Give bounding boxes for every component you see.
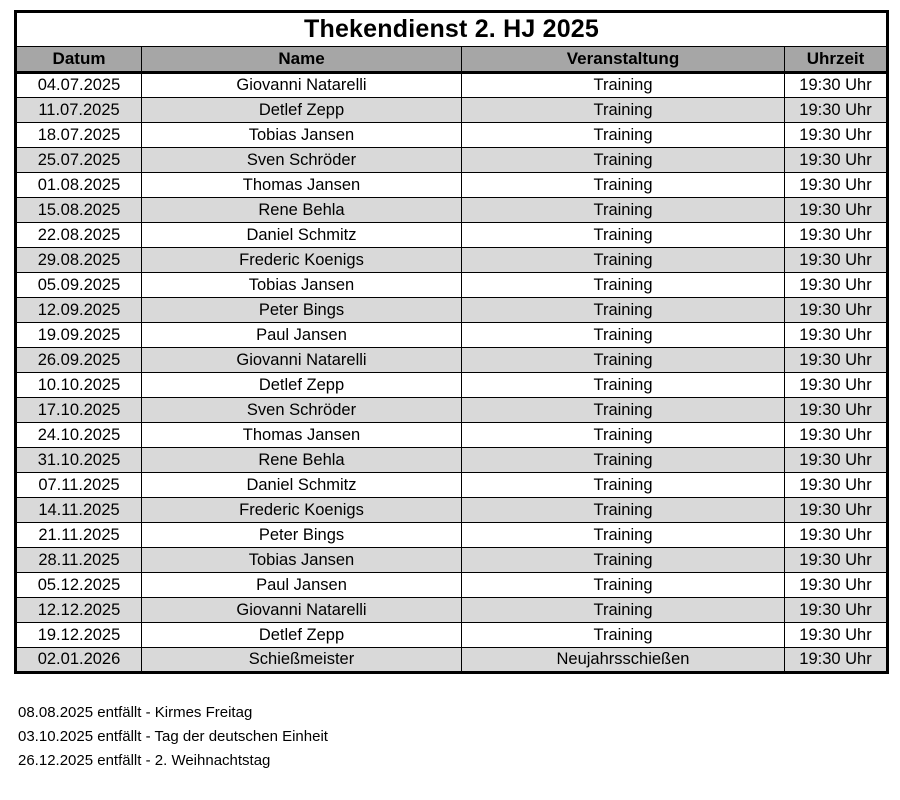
table-row	[16, 398, 888, 423]
cell-veranstaltung: Training	[462, 198, 785, 223]
cell-datum: 19.09.2025	[16, 323, 142, 348]
table-row	[16, 648, 888, 673]
cell-uhrzeit: 19:30 Uhr	[785, 173, 888, 198]
cell-uhrzeit: 19:30 Uhr	[785, 273, 888, 298]
cell-datum: 15.08.2025	[16, 198, 142, 223]
cell-veranstaltung: Training	[462, 548, 785, 573]
cell-uhrzeit: 19:30 Uhr	[785, 548, 888, 573]
cell-uhrzeit: 19:30 Uhr	[785, 348, 888, 373]
cell-name: Tobias Jansen	[142, 548, 462, 573]
table-row	[16, 423, 888, 448]
table-row	[16, 298, 888, 323]
cell-datum: 05.09.2025	[16, 273, 142, 298]
cell-veranstaltung: Training	[462, 573, 785, 598]
cell-veranstaltung: Training	[462, 398, 785, 423]
column-header-uhrzeit: Uhrzeit	[785, 47, 888, 73]
cell-name: Giovanni Natarelli	[142, 598, 462, 623]
notes-section	[18, 701, 900, 773]
cell-uhrzeit: 19:30 Uhr	[785, 648, 888, 673]
cell-name: Tobias Jansen	[142, 123, 462, 148]
cell-veranstaltung: Training	[462, 123, 785, 148]
cell-veranstaltung: Training	[462, 523, 785, 548]
cell-datum: 22.08.2025	[16, 223, 142, 248]
cell-uhrzeit: 19:30 Uhr	[785, 248, 888, 273]
cell-name: Tobias Jansen	[142, 273, 462, 298]
cell-uhrzeit: 19:30 Uhr	[785, 98, 888, 123]
cell-uhrzeit: 19:30 Uhr	[785, 623, 888, 648]
cell-veranstaltung: Training	[462, 98, 785, 123]
cell-name: Sven Schröder	[142, 398, 462, 423]
cell-uhrzeit: 19:30 Uhr	[785, 423, 888, 448]
cell-datum: 12.12.2025	[16, 598, 142, 623]
cell-veranstaltung: Training	[462, 423, 785, 448]
cell-name: Sven Schröder	[142, 148, 462, 173]
cell-veranstaltung: Training	[462, 248, 785, 273]
table-row	[16, 498, 888, 523]
cell-name: Peter Bings	[142, 298, 462, 323]
table-row	[16, 598, 888, 623]
note-line: 08.08.2025 entfällt - Kirmes Freitag	[18, 704, 253, 721]
cell-name: Daniel Schmitz	[142, 223, 462, 248]
cell-uhrzeit: 19:30 Uhr	[785, 73, 888, 98]
cell-veranstaltung: Training	[462, 173, 785, 198]
page	[0, 10, 900, 800]
cell-veranstaltung: Training	[462, 148, 785, 173]
table-row	[16, 448, 888, 473]
cell-uhrzeit: 19:30 Uhr	[785, 223, 888, 248]
table-body	[16, 73, 888, 673]
cell-datum: 31.10.2025	[16, 448, 142, 473]
cell-datum: 14.11.2025	[16, 498, 142, 523]
column-header-name: Name	[142, 47, 462, 73]
table-title: Thekendienst 2. HJ 2025	[16, 12, 888, 47]
cell-datum: 28.11.2025	[16, 548, 142, 573]
cell-veranstaltung: Training	[462, 323, 785, 348]
cell-datum: 02.01.2026	[16, 648, 142, 673]
cell-uhrzeit: 19:30 Uhr	[785, 298, 888, 323]
cell-uhrzeit: 19:30 Uhr	[785, 448, 888, 473]
table-row	[16, 573, 888, 598]
schedule-table	[14, 10, 889, 674]
cell-uhrzeit: 19:30 Uhr	[785, 323, 888, 348]
cell-uhrzeit: 19:30 Uhr	[785, 573, 888, 598]
title-row	[16, 12, 888, 47]
cell-veranstaltung: Training	[462, 623, 785, 648]
table-row	[16, 123, 888, 148]
cell-datum: 18.07.2025	[16, 123, 142, 148]
table-row	[16, 623, 888, 648]
table-row	[16, 373, 888, 398]
cell-name: Frederic Koenigs	[142, 248, 462, 273]
cell-name: Rene Behla	[142, 448, 462, 473]
cell-datum: 12.09.2025	[16, 298, 142, 323]
cell-datum: 07.11.2025	[16, 473, 142, 498]
cell-datum: 21.11.2025	[16, 523, 142, 548]
column-header-veranstaltung: Veranstaltung	[462, 47, 785, 73]
cell-uhrzeit: 19:30 Uhr	[785, 373, 888, 398]
cell-datum: 29.08.2025	[16, 248, 142, 273]
table-row	[16, 148, 888, 173]
cell-uhrzeit: 19:30 Uhr	[785, 598, 888, 623]
cell-datum: 17.10.2025	[16, 398, 142, 423]
table-row	[16, 223, 888, 248]
cell-uhrzeit: 19:30 Uhr	[785, 523, 888, 548]
table-row	[16, 173, 888, 198]
cell-uhrzeit: 19:30 Uhr	[785, 148, 888, 173]
cell-name: Paul Jansen	[142, 323, 462, 348]
table-row	[16, 73, 888, 98]
cell-veranstaltung: Training	[462, 223, 785, 248]
table-row	[16, 198, 888, 223]
cell-veranstaltung: Neujahrsschießen	[462, 648, 785, 673]
cell-name: Thomas Jansen	[142, 423, 462, 448]
cell-uhrzeit: 19:30 Uhr	[785, 123, 888, 148]
cell-name: Detlef Zepp	[142, 373, 462, 398]
cell-datum: 05.12.2025	[16, 573, 142, 598]
cell-name: Schießmeister	[142, 648, 462, 673]
table-row	[16, 323, 888, 348]
cell-uhrzeit: 19:30 Uhr	[785, 398, 888, 423]
note-line: 26.12.2025 entfällt - 2. Weihnachtstag	[18, 752, 271, 769]
cell-name: Thomas Jansen	[142, 173, 462, 198]
cell-name: Rene Behla	[142, 198, 462, 223]
table-row	[16, 523, 888, 548]
cell-name: Paul Jansen	[142, 573, 462, 598]
cell-datum: 24.10.2025	[16, 423, 142, 448]
column-header-datum: Datum	[16, 47, 142, 73]
cell-name: Giovanni Natarelli	[142, 73, 462, 98]
cell-uhrzeit: 19:30 Uhr	[785, 198, 888, 223]
table-row	[16, 348, 888, 373]
table-row	[16, 473, 888, 498]
cell-name: Frederic Koenigs	[142, 498, 462, 523]
cell-datum: 11.07.2025	[16, 98, 142, 123]
table-row	[16, 548, 888, 573]
cell-datum: 01.08.2025	[16, 173, 142, 198]
cell-name: Giovanni Natarelli	[142, 348, 462, 373]
table-row	[16, 273, 888, 298]
cell-name: Daniel Schmitz	[142, 473, 462, 498]
cell-veranstaltung: Training	[462, 473, 785, 498]
cell-name: Detlef Zepp	[142, 623, 462, 648]
cell-datum: 10.10.2025	[16, 373, 142, 398]
cell-veranstaltung: Training	[462, 598, 785, 623]
cell-datum: 19.12.2025	[16, 623, 142, 648]
cell-datum: 26.09.2025	[16, 348, 142, 373]
cell-datum: 25.07.2025	[16, 148, 142, 173]
table-row	[16, 98, 888, 123]
cell-veranstaltung: Training	[462, 448, 785, 473]
cell-veranstaltung: Training	[462, 73, 785, 98]
cell-name: Detlef Zepp	[142, 98, 462, 123]
table-row	[16, 248, 888, 273]
cell-uhrzeit: 19:30 Uhr	[785, 498, 888, 523]
cell-veranstaltung: Training	[462, 298, 785, 323]
header-row	[16, 47, 888, 73]
cell-veranstaltung: Training	[462, 498, 785, 523]
note-line: 03.10.2025 entfällt - Tag der deutschen Einheit	[18, 728, 328, 745]
cell-veranstaltung: Training	[462, 373, 785, 398]
cell-uhrzeit: 19:30 Uhr	[785, 473, 888, 498]
cell-veranstaltung: Training	[462, 348, 785, 373]
cell-name: Peter Bings	[142, 523, 462, 548]
cell-datum: 04.07.2025	[16, 73, 142, 98]
cell-veranstaltung: Training	[462, 273, 785, 298]
